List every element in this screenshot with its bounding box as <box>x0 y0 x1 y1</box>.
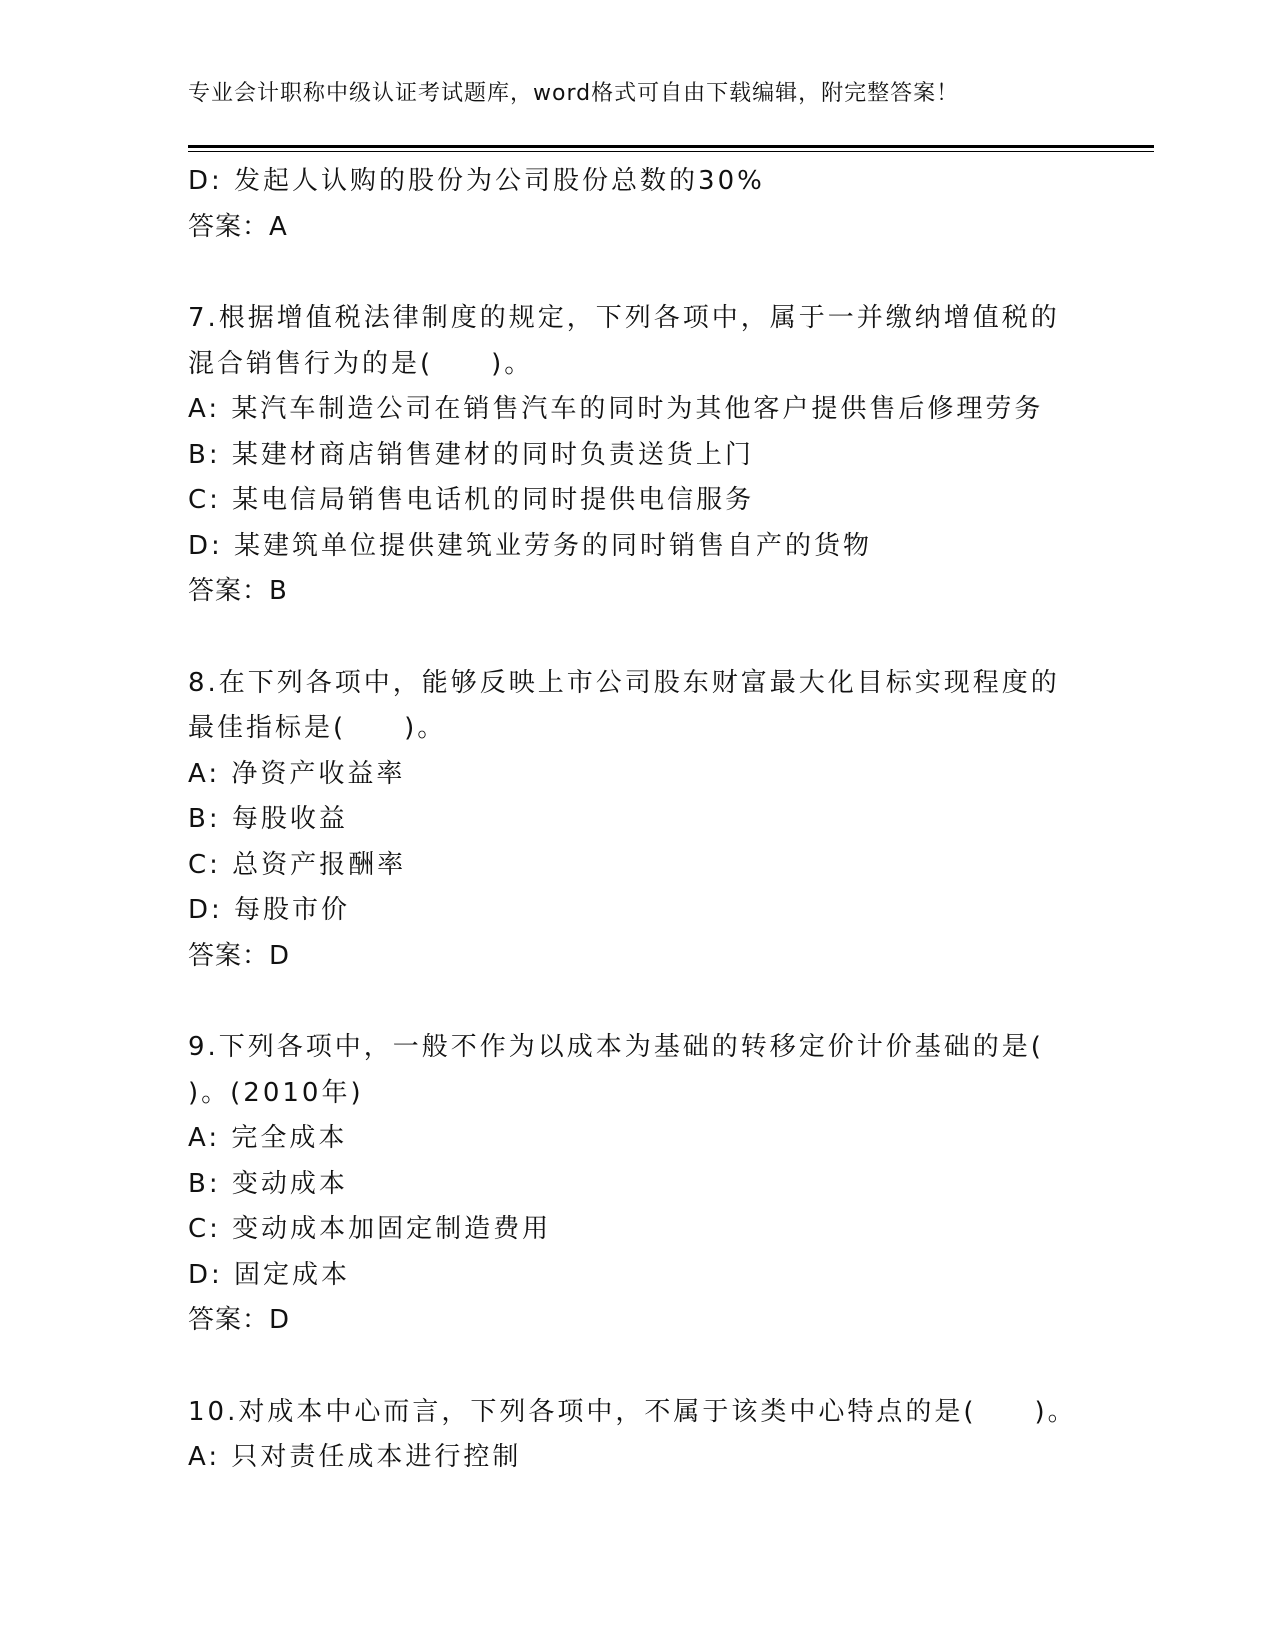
option-d: D: 某建筑单位提供建筑业劳务的同时销售自产的货物 <box>188 530 873 561</box>
option-b: B: 变动成本 <box>188 1168 348 1199</box>
question-block <box>188 1390 1088 1481</box>
option-a: A: 净资产收益率 <box>188 758 406 789</box>
option-b: B: 每股收益 <box>188 804 348 834</box>
option-c: C: 总资产报酬率 <box>188 849 407 880</box>
option-d: D: 固定成本 <box>188 1259 351 1290</box>
option-b: B: 某建材商店销售建材的同时负责送货上门 <box>188 439 754 470</box>
question-text: )。(2010年) <box>188 1077 364 1108</box>
answer-label: 答案：B <box>188 576 288 606</box>
option-d: D: 每股市价 <box>188 895 351 925</box>
option-a: A: 完全成本 <box>188 1123 348 1153</box>
question-block <box>188 296 1088 615</box>
header-rule-thin <box>188 151 1154 152</box>
question-text: 9.下列各项中，一般不作为以成本为基础的转移定价计价基础的是( <box>188 1032 1044 1062</box>
answer-label: 答案：A <box>188 211 288 242</box>
header-rule-thick <box>188 145 1154 148</box>
question-text: 10.对成本中心而言，下列各项中，不属于该类中心特点的是( )。 <box>188 1396 1077 1427</box>
question-text: 混合销售行为的是( )。 <box>188 348 534 379</box>
question-content <box>188 159 1088 1481</box>
question-block <box>188 159 1088 250</box>
question-block <box>188 1025 1088 1344</box>
option-a: A: 某汽车制造公司在销售汽车的同时为其他客户提供售后修理劳务 <box>188 394 1044 424</box>
question-text: 8.在下列各项中，能够反映上市公司股东财富最大化目标实现程度的 <box>188 667 1060 698</box>
answer-label: 答案：D <box>188 1305 291 1335</box>
option-d: D: 发起人认购的股份为公司股份总数的30% <box>188 166 765 196</box>
answer-label: 答案：D <box>188 940 291 971</box>
option-a: A: 只对责任成本进行控制 <box>188 1442 522 1472</box>
question-text: 最佳指标是( )。 <box>188 713 447 743</box>
question-block <box>188 661 1088 980</box>
option-c: C: 变动成本加固定制造费用 <box>188 1214 552 1244</box>
question-text: 7.根据增值税法律制度的规定，下列各项中，属于一并缴纳增值税的 <box>188 303 1060 333</box>
option-c: C: 某电信局销售电话机的同时提供电信服务 <box>188 485 755 515</box>
page-header: 专业会计职称中级认证考试题库，word格式可自由下载编辑，附完整答案！ <box>188 81 960 106</box>
